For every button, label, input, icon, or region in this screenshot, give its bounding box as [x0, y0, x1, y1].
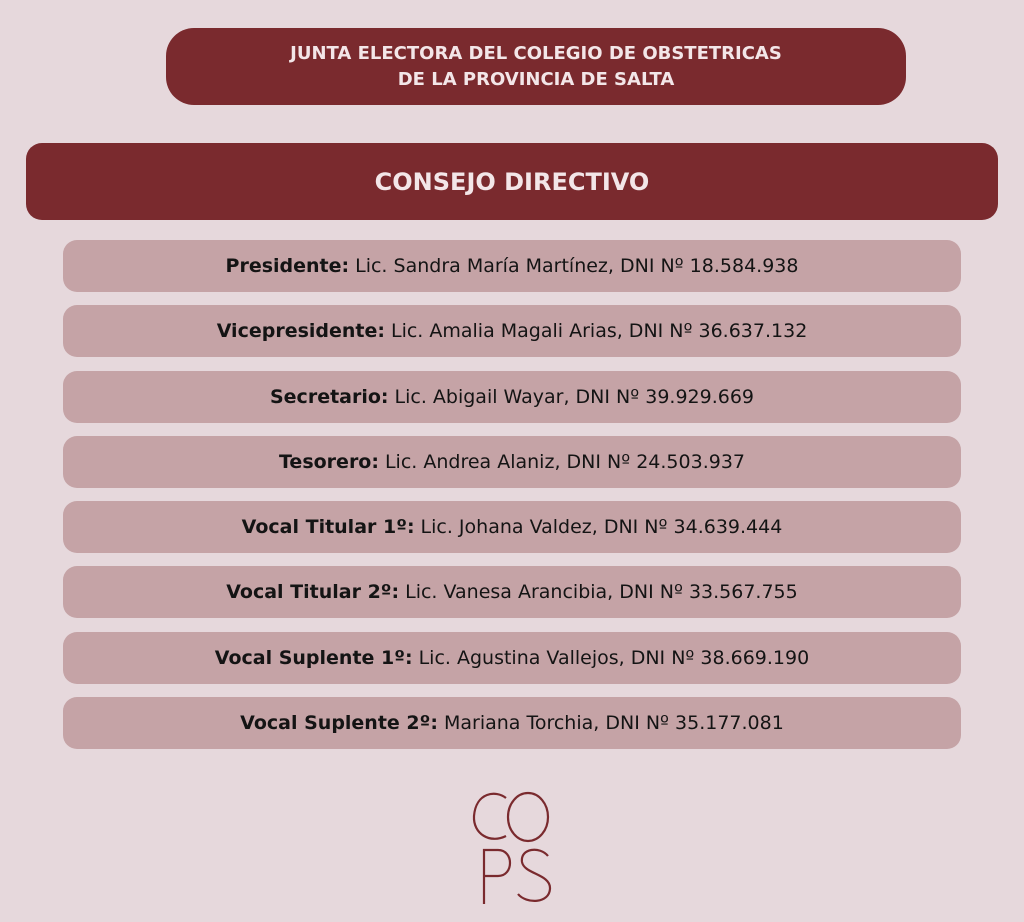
member-role: Vocal Suplente 1º:	[214, 646, 413, 669]
member-row-vocal-suplente-1	[63, 632, 961, 684]
member-row-secretario	[63, 371, 961, 423]
member-row-presidente	[63, 240, 961, 292]
member-detail: Lic. Johana Valdez, DNI Nº 34.639.444	[420, 516, 783, 539]
member-row-vocal-suplente-2	[63, 697, 961, 749]
header-line-1: JUNTA ELECTORA DEL COLEGIO DE OBSTETRICAS	[290, 42, 782, 64]
member-row-tesorero	[63, 436, 961, 488]
member-row-vicepresidente	[63, 305, 961, 357]
header-line-2: DE LA PROVINCIA DE SALTA	[397, 68, 675, 90]
logo-letter-o	[508, 793, 548, 841]
member-detail: Lic. Sandra María Martínez, DNI Nº 18.584.938	[355, 255, 799, 277]
section-title: CONSEJO DIRECTIVO	[374, 167, 650, 196]
member-role: Vocal Titular 1º:	[241, 516, 415, 539]
member-detail: Lic. Vanesa Arancibia, DNI Nº 33.567.755	[405, 581, 798, 604]
member-role: Presidente:	[225, 255, 350, 277]
member-detail: Mariana Torchia, DNI Nº 35.177.081	[443, 712, 784, 735]
member-row-vocal-titular-2	[63, 566, 961, 618]
member-row-vocal-titular-1	[63, 501, 961, 553]
logo-letter-s	[518, 850, 550, 901]
member-role: Secretario:	[269, 385, 389, 408]
logo-letter-p	[484, 850, 510, 904]
member-role: Tesorero:	[279, 450, 379, 473]
member-detail: Lic. Abigail Wayar, DNI Nº 39.929.669	[394, 385, 755, 408]
logo-letter-c	[474, 794, 506, 839]
section-title-bar	[26, 143, 998, 220]
members-list	[63, 240, 961, 762]
member-role: Vicepresidente:	[216, 320, 385, 343]
header-banner	[166, 28, 906, 105]
member-detail: Lic. Andrea Alaniz, DNI Nº 24.503.937	[384, 450, 745, 473]
cops-logo	[462, 786, 562, 906]
member-detail: Lic. Agustina Vallejos, DNI Nº 38.669.190	[418, 646, 810, 669]
member-detail: Lic. Amalia Magali Arias, DNI Nº 36.637.132	[390, 320, 808, 343]
member-role: Vocal Titular 2º:	[226, 581, 400, 604]
member-role: Vocal Suplente 2º:	[240, 712, 438, 735]
